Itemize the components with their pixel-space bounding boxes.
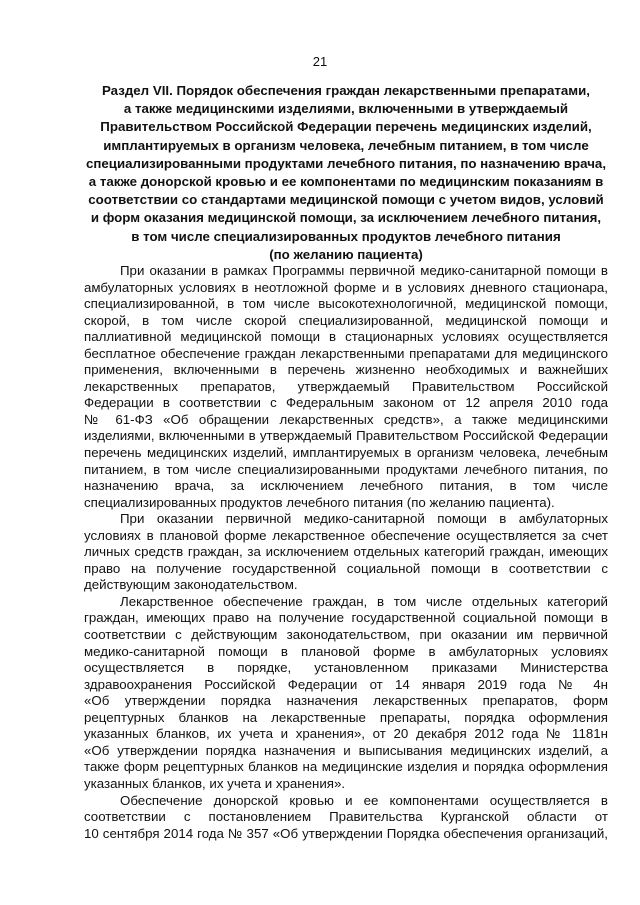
- paragraph-line: граждан, имеющих право на получение государственной социальной помощи в: [84, 610, 608, 626]
- paragraph: [84, 793, 608, 843]
- paragraph-line: назначению врача, за исключением лечебного питания, в том числе: [84, 478, 608, 494]
- paragraph: [84, 511, 608, 594]
- paragraph-line: рецептурных бланков на лекарственные препараты, порядка оформления: [84, 709, 608, 725]
- paragraph-line: № 61-ФЗ «Об обращении лекарственных средств», а также медицинскими: [84, 411, 608, 427]
- heading-line: Правительством Российской Федерации перечень медицинских изделий,: [100, 119, 592, 135]
- paragraph-line: При оказании первичной медико-санитарной помощи в амбулаторных: [120, 511, 608, 527]
- paragraph-line: скорой, в том числе скорой специализированной, медицинской помощи и: [84, 312, 608, 328]
- paragraph-line: перечень медицинских изделий, имплантируемых в организм человека, лечебным: [84, 445, 608, 461]
- paragraph-line: здравоохранения Российской Федерации от 14 января 2019 года № 4н: [84, 676, 608, 692]
- paragraph-line: Федерации в соответствии с Федеральным законом от 12 апреля 2010 года: [84, 395, 608, 411]
- paragraph-line: соответствии с действующим законодательством, при оказании им первичной: [84, 627, 608, 643]
- paragraph: [84, 594, 608, 793]
- paragraph-line: также форм рецептурных бланков на медицинские изделия и порядка оформления: [84, 759, 608, 775]
- paragraph-line: осуществляется в порядке, установленном приказами Министерства: [84, 660, 608, 676]
- paragraph-line: действующим законодательством.: [84, 577, 298, 593]
- paragraph-line: бесплатное обеспечение граждан лекарственными препаратами для медицинского: [84, 345, 608, 361]
- paragraph: [84, 263, 608, 511]
- paragraph-line: специализированной, в том числе высокотехнологичной, медицинской помощи,: [84, 296, 608, 312]
- page-number: 21: [312, 54, 328, 69]
- paragraph-line: указанных бланков, их учета и хранения», от 20 декабря 2012 года № 1181н: [84, 726, 608, 742]
- paragraph-line: применения, включенными в перечень жизненно необходимых и важнейших: [84, 362, 608, 378]
- paragraph-line: Лекарственное обеспечение граждан, в том числе отдельных категорий: [120, 593, 608, 609]
- heading-line: Раздел VII. Порядок обеспечения граждан лекарственными препаратами,: [101, 83, 590, 98]
- heading-line: и форм оказания медицинской помощи, за исключением лечебного питания,: [90, 210, 602, 226]
- paragraph-line: питанием, в том числе специализированными продуктами лечебного питания, по: [84, 461, 608, 477]
- heading-line: имплантируемых в организм человека, лечебным питанием, в том числе: [103, 137, 589, 153]
- paragraph-line: изделиями, включенными в утверждаемый Правительством Российской Федерации: [84, 428, 608, 444]
- heading-line: соответствии со стандартами медицинской помощи с учетом видов, условий: [88, 192, 604, 208]
- paragraph-line: амбулаторных условиях в неотложной форме и в условиях дневного стационара,: [84, 279, 608, 295]
- paragraph-line: условиях в плановой форме лекарственное обеспечение осуществляется за счет: [84, 527, 608, 543]
- paragraph-line: При оказании в рамках Программы первичной медико-санитарной помощи в: [120, 263, 608, 278]
- paragraph-line: Обеспечение донорской кровью и ее компонентами осуществляется в: [120, 792, 608, 808]
- paragraph-line: личных средств граждан, за исключением отдельных категорий граждан, имеющих: [84, 544, 608, 560]
- heading-line: а также донорской кровью и ее компонентами по медицинским показаниям в: [88, 174, 604, 190]
- paragraph-line: «Об утверждении порядка назначения и выписывания медицинских изделий, а: [84, 742, 608, 758]
- heading-line: (по желанию пациента): [269, 246, 423, 262]
- paragraph-line: медико-санитарной помощи в плановой форме в амбулаторных условиях: [84, 643, 608, 659]
- heading-line: в том числе специализированных продуктов лечебного питания: [131, 228, 561, 244]
- body-text: [84, 263, 608, 842]
- paragraph-line: специализированных продуктов лечебного питания (по желанию пациента).: [84, 494, 555, 510]
- section-heading: [84, 82, 608, 264]
- paragraph-line: «Об утверждении порядка назначения лекарственных препаратов, форм: [84, 693, 608, 709]
- paragraph-line: лекарственных препаратов, утверждаемый Правительством Российской: [84, 378, 608, 394]
- paragraph-line: соответствии с постановлением Правительства Курганской области от: [84, 809, 608, 825]
- paragraph-line: указанных бланков, их учета и хранения».: [84, 775, 346, 791]
- heading-line: а также медицинскими изделиями, включенными в утверждаемый: [123, 101, 569, 117]
- paragraph-line: паллиативной медицинской помощи в стационарных условиях осуществляется: [84, 329, 608, 345]
- paragraph-line: 10 сентября 2014 года № 357 «Об утверждении Порядка обеспечения организаций,: [84, 825, 608, 841]
- heading-line: специализированными продуктами лечебного питания, по назначению врача,: [85, 155, 607, 171]
- paragraph-line: право на получение государственной социальной помощи в соответствии с: [84, 560, 608, 576]
